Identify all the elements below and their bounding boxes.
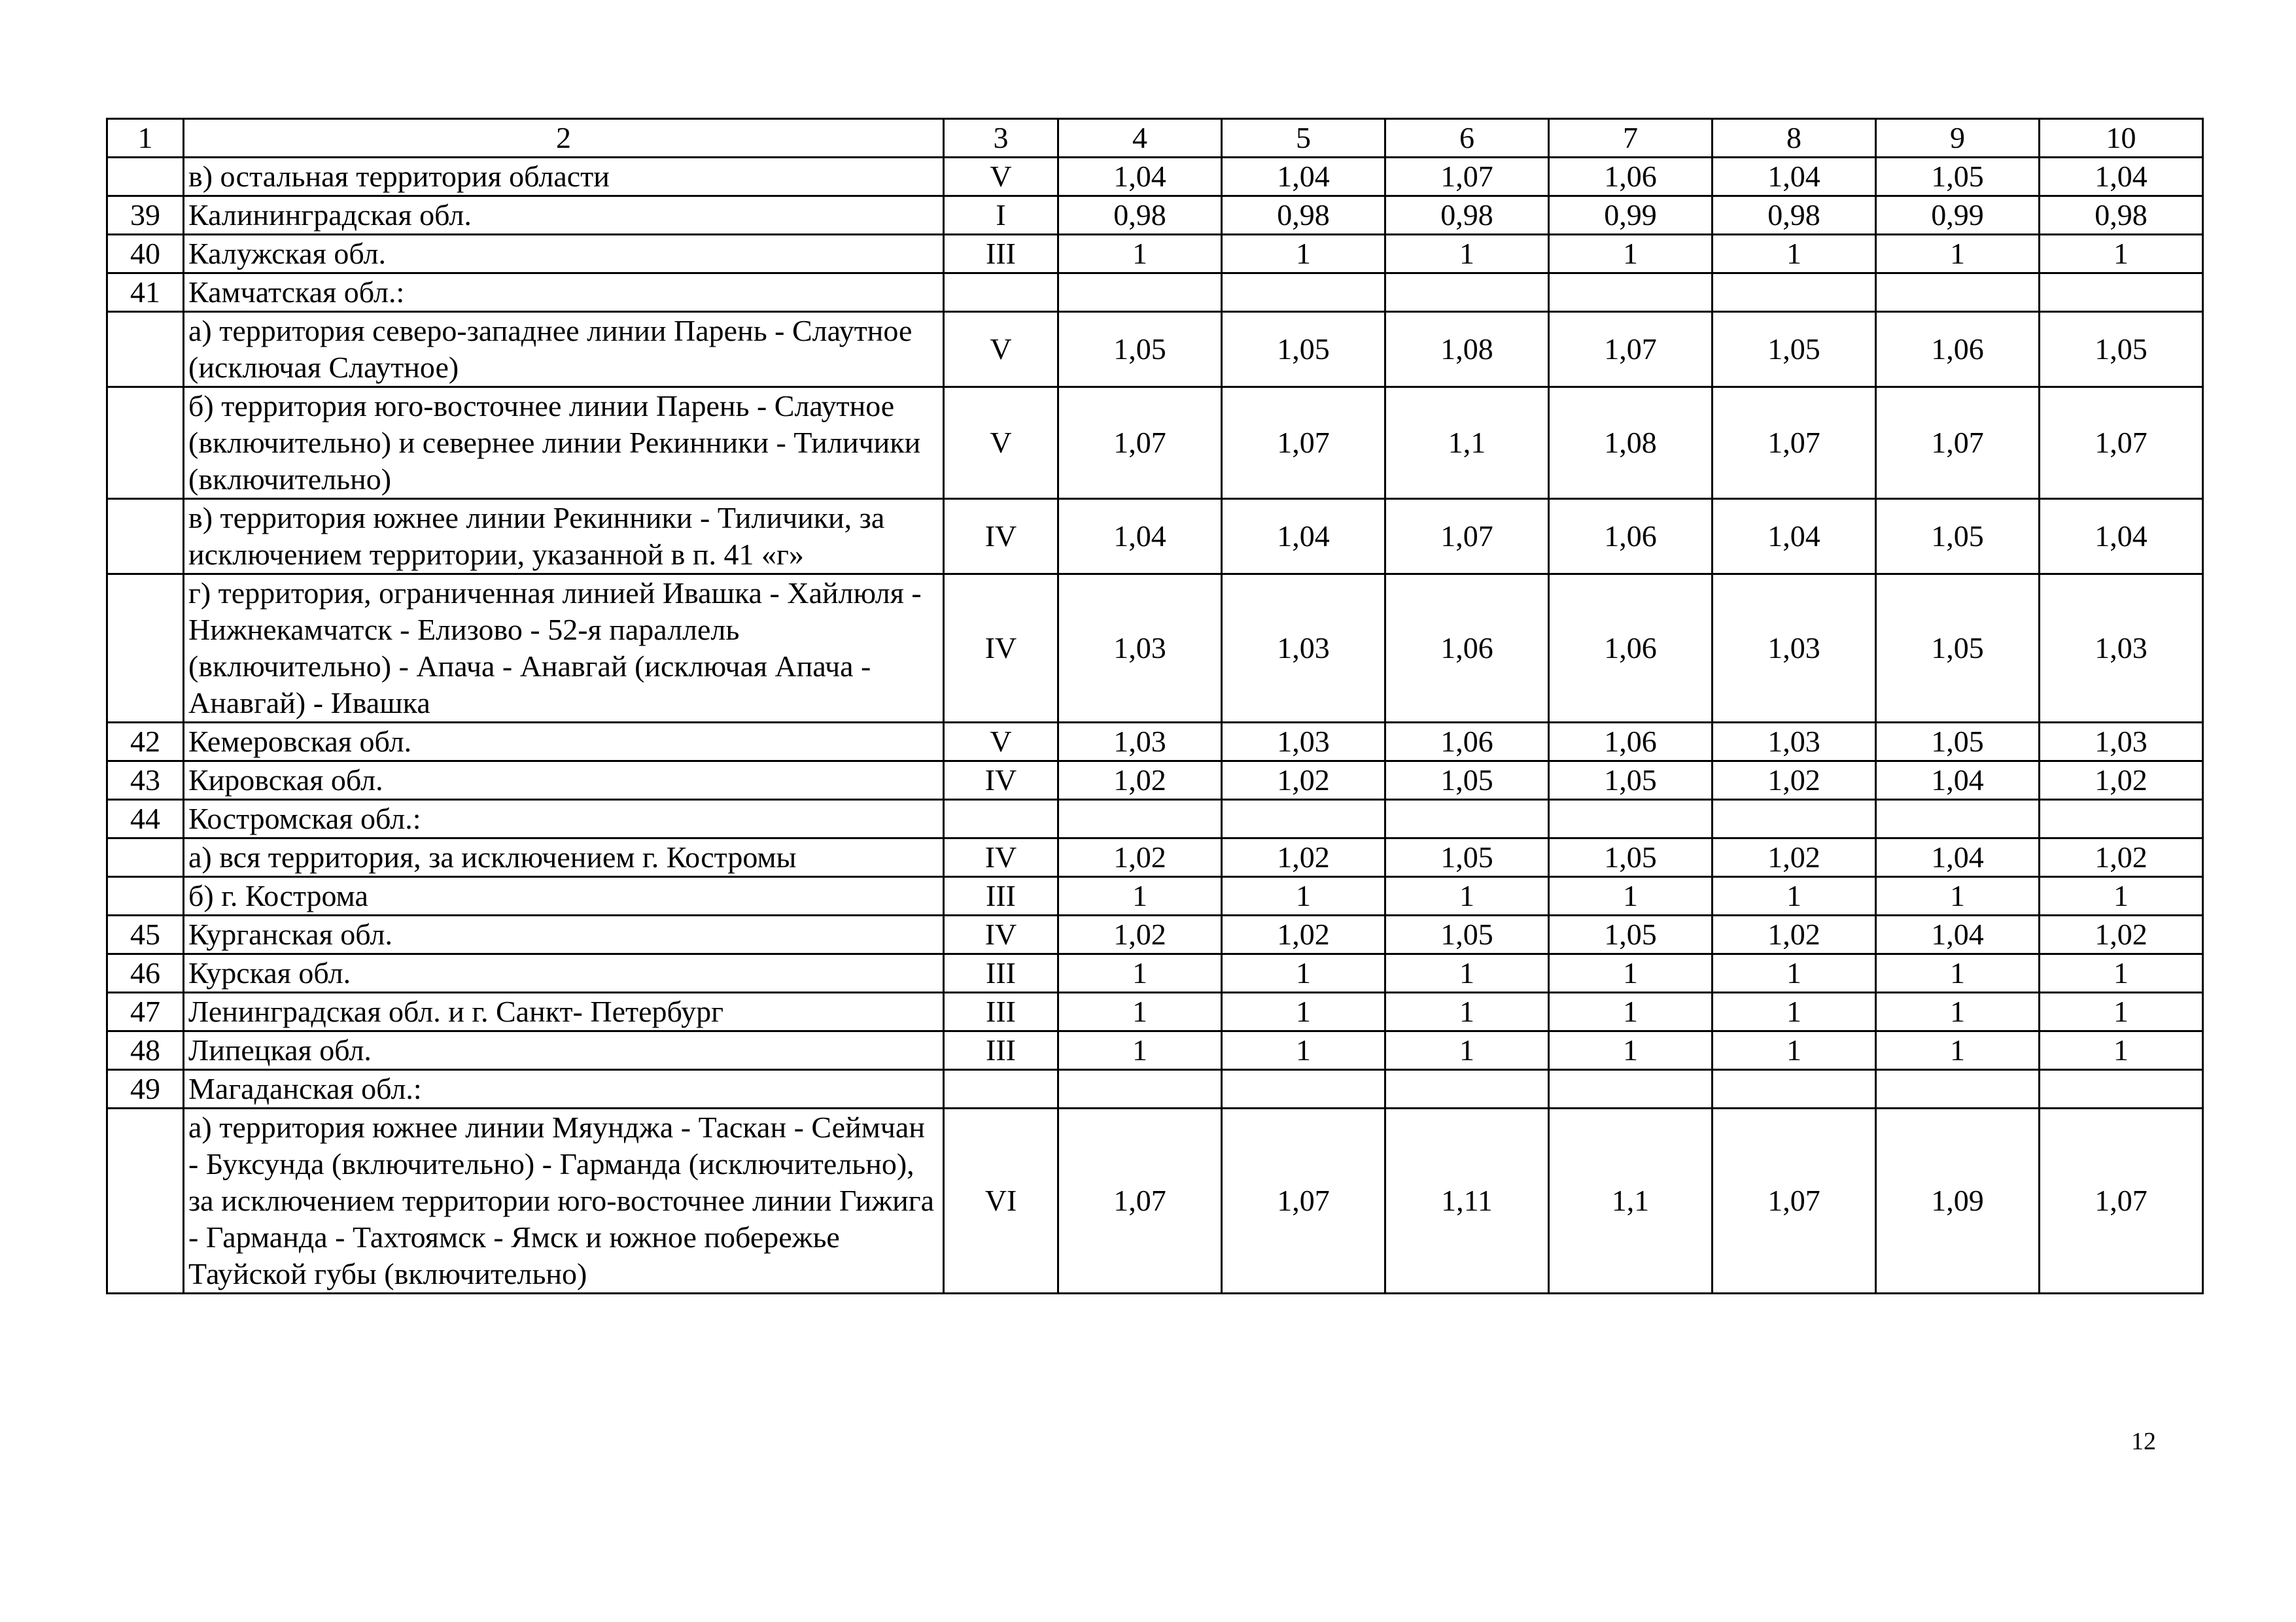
- coefficient-cell: 1: [1222, 1031, 1385, 1070]
- coefficient-cell: 1,03: [1058, 723, 1222, 761]
- coefficient-cell: 1,04: [1876, 916, 2040, 954]
- coefficient-cell: 1: [1876, 877, 2040, 916]
- coefficient-cell: 1: [1876, 235, 2040, 273]
- coefficient-cell: 1: [1058, 877, 1222, 916]
- coefficient-cell: 1: [1549, 1031, 1713, 1070]
- coefficient-cell: 1,11: [1385, 1109, 1549, 1294]
- zone-cell: III: [944, 954, 1058, 993]
- row-number: [107, 574, 184, 723]
- row-number: 49: [107, 1070, 184, 1109]
- coefficient-cell: 1,07: [2040, 387, 2203, 499]
- coefficient-cell: 1: [1549, 993, 1713, 1031]
- table-row: [107, 196, 2203, 235]
- coefficient-cell: [1713, 800, 1876, 838]
- coefficient-cell: 1,1: [1549, 1109, 1713, 1294]
- header-cell: 5: [1222, 119, 1385, 158]
- coefficient-cell: 1,05: [1549, 838, 1713, 877]
- coefficient-cell: [1222, 1070, 1385, 1109]
- coefficient-cell: 1,02: [1222, 838, 1385, 877]
- coefficient-cell: 1,03: [2040, 574, 2203, 723]
- coefficient-cell: 1,04: [1222, 499, 1385, 574]
- header-cell: 1: [107, 119, 184, 158]
- coefficient-cell: 1,05: [1713, 312, 1876, 387]
- coefficient-cell: [2040, 1070, 2203, 1109]
- row-number: [107, 877, 184, 916]
- region-name: Ленинградская обл. и г. Санкт- Петербург: [184, 993, 944, 1031]
- region-name: г) территория, ограниченная линией Ивашка - Хайлюля - Нижнекамчатск - Елизово - 52-я параллель (включительно) - Апача - Анавгай (исключая Апача - Анавгай) - Ивашка: [184, 574, 944, 723]
- coefficient-cell: 1,06: [1549, 158, 1713, 196]
- coefficient-cell: 1,07: [1713, 387, 1876, 499]
- coefficient-cell: 1,05: [1549, 916, 1713, 954]
- coefficient-cell: 1,04: [1058, 158, 1222, 196]
- coefficient-cell: [2040, 800, 2203, 838]
- coefficient-cell: 1: [1058, 235, 1222, 273]
- coefficient-cell: 1: [2040, 993, 2203, 1031]
- coefficient-cell: 1,06: [1385, 574, 1549, 723]
- coefficient-cell: 1,04: [1713, 499, 1876, 574]
- coefficient-cell: 1: [1222, 954, 1385, 993]
- row-number: [107, 499, 184, 574]
- zone-cell: [944, 273, 1058, 312]
- coefficient-cell: 1,07: [2040, 1109, 2203, 1294]
- table-row: [107, 1109, 2203, 1294]
- coefficient-cell: 1: [1058, 954, 1222, 993]
- coefficient-cell: 0,98: [1713, 196, 1876, 235]
- table-row: [107, 158, 2203, 196]
- coefficient-cell: 1,06: [1876, 312, 2040, 387]
- coefficient-cell: 1,04: [2040, 158, 2203, 196]
- coefficient-cell: 1: [1713, 1031, 1876, 1070]
- region-name: б) г. Кострома: [184, 877, 944, 916]
- region-name: Калужская обл.: [184, 235, 944, 273]
- header-cell: 7: [1549, 119, 1713, 158]
- coefficient-cell: [1058, 273, 1222, 312]
- coefficient-cell: 1,04: [2040, 499, 2203, 574]
- coefficient-cell: 1,07: [1385, 499, 1549, 574]
- coefficient-cell: [1385, 273, 1549, 312]
- coefficient-cell: 1: [2040, 235, 2203, 273]
- coefficient-cell: 1: [1385, 877, 1549, 916]
- coefficient-cell: 1,06: [1385, 723, 1549, 761]
- coefficient-cell: 1,07: [1549, 312, 1713, 387]
- region-name: Кемеровская обл.: [184, 723, 944, 761]
- coefficient-cell: 1,04: [1876, 838, 2040, 877]
- coefficient-cell: 1,02: [1713, 916, 1876, 954]
- region-name: Камчатская обл.:: [184, 273, 944, 312]
- coefficient-cell: 1,02: [2040, 761, 2203, 800]
- row-number: [107, 838, 184, 877]
- table-row: [107, 235, 2203, 273]
- coefficient-cell: [1549, 273, 1713, 312]
- row-number: [107, 312, 184, 387]
- coefficient-cell: 1,05: [1385, 838, 1549, 877]
- region-name: Курская обл.: [184, 954, 944, 993]
- header-cell: 3: [944, 119, 1058, 158]
- coefficient-cell: 1,02: [1713, 838, 1876, 877]
- table-row: [107, 574, 2203, 723]
- table-row: [107, 954, 2203, 993]
- coefficient-cell: 1,06: [1549, 499, 1713, 574]
- table-row: [107, 761, 2203, 800]
- row-number: 39: [107, 196, 184, 235]
- zone-cell: IV: [944, 761, 1058, 800]
- coefficient-cell: 1,05: [1385, 761, 1549, 800]
- zone-cell: III: [944, 235, 1058, 273]
- coefficient-cell: 1,07: [1222, 387, 1385, 499]
- coefficient-cell: 1,05: [1876, 499, 2040, 574]
- coefficient-cell: [1713, 273, 1876, 312]
- region-name: Кировская обл.: [184, 761, 944, 800]
- coefficient-cell: 1: [1713, 993, 1876, 1031]
- row-number: [107, 158, 184, 196]
- coefficient-cell: [1876, 800, 2040, 838]
- region-name: б) территория юго-восточнее линии Парень - Слаутное (включительно) и севернее линии Рекинники - Тиличики (включительно): [184, 387, 944, 499]
- coefficient-cell: 1: [2040, 954, 2203, 993]
- zone-cell: IV: [944, 574, 1058, 723]
- coefficient-cell: 0,98: [1385, 196, 1549, 235]
- coefficient-cell: 1,03: [1713, 574, 1876, 723]
- coefficient-cell: 0,99: [1876, 196, 2040, 235]
- row-number: [107, 387, 184, 499]
- coefficient-cell: 1: [1876, 1031, 2040, 1070]
- coefficient-cell: 1,05: [2040, 312, 2203, 387]
- coefficient-cell: 1: [2040, 1031, 2203, 1070]
- zone-cell: V: [944, 387, 1058, 499]
- coefficient-cell: 1,09: [1876, 1109, 2040, 1294]
- region-name: а) вся территория, за исключением г. Костромы: [184, 838, 944, 877]
- zone-cell: IV: [944, 499, 1058, 574]
- coefficient-cell: [1222, 273, 1385, 312]
- coefficient-cell: 1,03: [2040, 723, 2203, 761]
- coefficient-cell: [1385, 1070, 1549, 1109]
- coefficient-cell: 1: [1549, 235, 1713, 273]
- header-cell: 10: [2040, 119, 2203, 158]
- coefficient-cell: 1: [2040, 877, 2203, 916]
- region-name: Магаданская обл.:: [184, 1070, 944, 1109]
- table-row: [107, 993, 2203, 1031]
- coefficient-cell: 1,05: [1549, 761, 1713, 800]
- table-row: [107, 1070, 2203, 1109]
- coefficient-cell: 1,04: [1222, 158, 1385, 196]
- table-body: [107, 119, 2203, 1294]
- coefficient-cell: 1,08: [1385, 312, 1549, 387]
- row-number: [107, 1109, 184, 1294]
- region-name: в) территория южнее линии Рекинники - Тиличики, за исключением территории, указанной в п. 41 «г»: [184, 499, 944, 574]
- coefficient-cell: 1: [1222, 877, 1385, 916]
- coefficient-cell: [1876, 273, 2040, 312]
- coefficient-cell: 1,03: [1713, 723, 1876, 761]
- coefficient-cell: 1: [1713, 235, 1876, 273]
- header-cell: 9: [1876, 119, 2040, 158]
- coefficient-cell: 1,02: [1058, 916, 1222, 954]
- row-number: 47: [107, 993, 184, 1031]
- coefficient-cell: 0,99: [1549, 196, 1713, 235]
- zone-cell: [944, 800, 1058, 838]
- coefficient-cell: 1: [1058, 993, 1222, 1031]
- coefficient-cell: 1,02: [1058, 838, 1222, 877]
- zone-cell: IV: [944, 838, 1058, 877]
- coefficient-cell: [1058, 1070, 1222, 1109]
- coefficient-cell: 1,02: [1713, 761, 1876, 800]
- coefficient-cell: 1,07: [1222, 1109, 1385, 1294]
- coefficient-cell: 0,98: [1058, 196, 1222, 235]
- coefficient-cell: 1,05: [1876, 158, 2040, 196]
- coefficient-cell: 1: [1876, 954, 2040, 993]
- row-number: 42: [107, 723, 184, 761]
- coefficient-cell: 1,02: [1222, 916, 1385, 954]
- coefficient-cell: 1,05: [1876, 574, 2040, 723]
- zone-cell: VI: [944, 1109, 1058, 1294]
- coefficient-cell: 1,1: [1385, 387, 1549, 499]
- coefficient-cell: 1: [1385, 954, 1549, 993]
- coefficient-cell: 1: [1222, 993, 1385, 1031]
- row-number: 41: [107, 273, 184, 312]
- coefficient-cell: 1,04: [1058, 499, 1222, 574]
- coefficients-table: [106, 118, 2204, 1294]
- coefficient-cell: 1: [1385, 1031, 1549, 1070]
- coefficient-cell: 1,03: [1222, 723, 1385, 761]
- coefficient-cell: [1385, 800, 1549, 838]
- coefficient-cell: [1713, 1070, 1876, 1109]
- coefficient-cell: 1: [1549, 877, 1713, 916]
- header-cell: 4: [1058, 119, 1222, 158]
- region-name: Калининградская обл.: [184, 196, 944, 235]
- row-number: 48: [107, 1031, 184, 1070]
- coefficient-cell: [1549, 800, 1713, 838]
- coefficient-cell: 1,06: [1549, 574, 1713, 723]
- coefficient-cell: 1,07: [1058, 387, 1222, 499]
- table-row: [107, 838, 2203, 877]
- coefficient-cell: 1,04: [1876, 761, 2040, 800]
- table-row: [107, 1031, 2203, 1070]
- table-header-row: [107, 119, 2203, 158]
- coefficient-cell: 1: [1549, 954, 1713, 993]
- table-row: [107, 312, 2203, 387]
- coefficient-cell: 0,98: [1222, 196, 1385, 235]
- zone-cell: V: [944, 312, 1058, 387]
- header-cell: 6: [1385, 119, 1549, 158]
- region-name: а) территория южнее линии Мяунджа - Таскан - Сеймчан - Буксунда (включительно) - Гарманда (исключительно), за исключением территории юго-восточнее линии Гижига - Гарманда - Тахтоямск - Ямск и южное побережье Тауйской губы (включительно): [184, 1109, 944, 1294]
- coefficient-cell: [1058, 800, 1222, 838]
- coefficient-cell: 1,02: [1058, 761, 1222, 800]
- coefficient-cell: 1: [1385, 993, 1549, 1031]
- zone-cell: [944, 1070, 1058, 1109]
- region-name: Липецкая обл.: [184, 1031, 944, 1070]
- page-number: 12: [2131, 1428, 2156, 1455]
- coefficient-cell: [1876, 1070, 2040, 1109]
- coefficient-cell: 1,08: [1549, 387, 1713, 499]
- row-number: 46: [107, 954, 184, 993]
- table-row: [107, 800, 2203, 838]
- coefficient-cell: 1,02: [2040, 838, 2203, 877]
- table-row: [107, 723, 2203, 761]
- coefficient-cell: 1,05: [1876, 723, 2040, 761]
- coefficient-cell: 1: [1222, 235, 1385, 273]
- region-name: а) территория северо-западнее линии Парень - Слаутное (исключая Слаутное): [184, 312, 944, 387]
- coefficient-cell: 1,04: [1713, 158, 1876, 196]
- coefficient-cell: 1,07: [1385, 158, 1549, 196]
- table-row: [107, 499, 2203, 574]
- coefficient-cell: [2040, 273, 2203, 312]
- coefficient-cell: [1222, 800, 1385, 838]
- coefficient-cell: 1,03: [1222, 574, 1385, 723]
- table-row: [107, 273, 2203, 312]
- coefficient-cell: 1: [1876, 993, 2040, 1031]
- zone-cell: III: [944, 877, 1058, 916]
- zone-cell: V: [944, 723, 1058, 761]
- coefficient-cell: 1: [1713, 954, 1876, 993]
- zone-cell: V: [944, 158, 1058, 196]
- table-row: [107, 387, 2203, 499]
- zone-cell: III: [944, 993, 1058, 1031]
- coefficient-cell: 1: [1058, 1031, 1222, 1070]
- row-number: 43: [107, 761, 184, 800]
- coefficient-cell: 1,02: [2040, 916, 2203, 954]
- coefficient-cell: 1,02: [1222, 761, 1385, 800]
- coefficient-cell: [1549, 1070, 1713, 1109]
- header-cell: 2: [184, 119, 944, 158]
- coefficient-cell: 0,98: [2040, 196, 2203, 235]
- table-row: [107, 877, 2203, 916]
- row-number: 40: [107, 235, 184, 273]
- coefficient-cell: 1: [1713, 877, 1876, 916]
- coefficient-cell: 1,05: [1222, 312, 1385, 387]
- zone-cell: III: [944, 1031, 1058, 1070]
- zone-cell: I: [944, 196, 1058, 235]
- coefficient-cell: 1,07: [1876, 387, 2040, 499]
- coefficient-cell: 1,05: [1058, 312, 1222, 387]
- coefficient-cell: 1,07: [1058, 1109, 1222, 1294]
- table-row: [107, 916, 2203, 954]
- coefficient-cell: 1,06: [1549, 723, 1713, 761]
- coefficient-cell: 1,03: [1058, 574, 1222, 723]
- region-name: в) остальная территория области: [184, 158, 944, 196]
- row-number: 45: [107, 916, 184, 954]
- row-number: 44: [107, 800, 184, 838]
- coefficient-cell: 1: [1385, 235, 1549, 273]
- header-cell: 8: [1713, 119, 1876, 158]
- region-name: Костромская обл.:: [184, 800, 944, 838]
- coefficient-cell: 1,05: [1385, 916, 1549, 954]
- region-name: Курганская обл.: [184, 916, 944, 954]
- zone-cell: IV: [944, 916, 1058, 954]
- coefficient-cell: 1,07: [1713, 1109, 1876, 1294]
